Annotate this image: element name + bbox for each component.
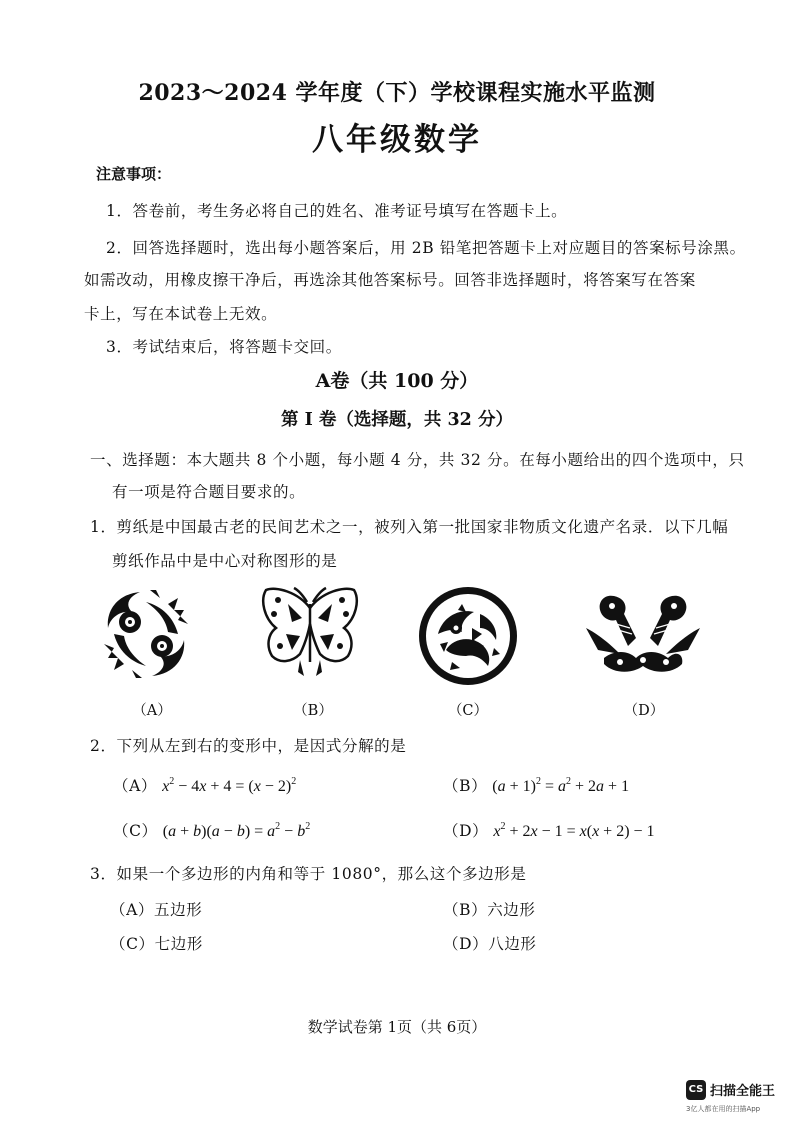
option-c-expression: $(a + b)(a - b) = a^2 - b^2$ (162, 821, 311, 840)
subject-title: 八年级数学 (312, 122, 482, 158)
notice-item-1: 1．答卷前，考生务必将自己的姓名、准考证号填写在答题卡上。 (106, 202, 568, 220)
question-3-option-c: （C）七边形 (110, 935, 203, 953)
part-one-instructions: 一、选择题：本大题共 8 个小题，每小题 4 分，共 32 分。在每小题给出的四个选项中，只 (90, 451, 745, 469)
part-one-instructions-cont: 有一项是符合题目要求的。 (112, 483, 306, 501)
papercut-figure-c (416, 584, 520, 688)
notice-heading: 注意事项： (96, 165, 172, 183)
question-3-option-a: （A）五边形 (110, 901, 203, 919)
option-b-expression: $(a + 1)^2 = a^2 + 2a + 1$ (492, 776, 630, 795)
section-a-heading: A卷（共 100 分） (315, 370, 479, 392)
option-d-expression: $x^2 + 2x - 1 = x(x + 2) - 1$ (493, 821, 655, 840)
papercut-figure-d (584, 588, 702, 678)
notice-item-2: 2．回答选择题时，选出每小题答案后，用 2B 铅笔把答题卡上对应题目的答案标号涂黑。 (106, 239, 746, 257)
papercut-figure-a (100, 588, 192, 680)
notice-item-3: 3．考试结束后，将答题卡交回。 (106, 338, 342, 356)
figure-d-label: （D） (623, 703, 665, 719)
exam-title: 2023～2024 学年度（下）学校课程实施水平监测 (138, 80, 656, 106)
question-1-stem: 1．剪纸是中国最古老的民间艺术之一，被列入第一批国家非物质文化遗产名录．以下几幅 (90, 518, 729, 536)
scanner-tagline: 3亿人都在用的扫描App (686, 1105, 761, 1113)
question-2-option-a (113, 774, 296, 796)
option-c-label: （C） (113, 822, 158, 840)
notice-item-2-cont: 如需改动，用橡皮擦干净后，再选涂其他答案标号。回答非选择题时，将答案写在答案 (84, 271, 696, 289)
question-3-option-d: （D）八边形 (443, 935, 537, 953)
figure-a-label: （A） (132, 703, 172, 719)
section-1-heading: 第 I 卷（选择题，共 32 分） (281, 410, 513, 430)
question-2-option-b (443, 774, 629, 796)
question-2-stem: 2．下列从左到右的变形中，是因式分解的是 (90, 737, 407, 755)
question-2-option-c (113, 819, 310, 841)
question-3-stem: 3．如果一个多边形的内角和等于 1080°，那么这个多边形是 (90, 865, 527, 883)
figure-b-label: （B） (293, 703, 333, 719)
figure-c-label: （C） (447, 703, 489, 719)
question-2-option-d (443, 819, 655, 841)
page-footer: 数学试卷第 1页（共 6页） (307, 1018, 487, 1036)
papercut-figure-b (258, 584, 362, 678)
option-b-label: （B） (443, 777, 488, 795)
question-1-stem-cont: 剪纸作品中是中心对称图形的是 (112, 552, 338, 570)
scanner-logo-icon: CS (686, 1080, 706, 1100)
question-3-option-b: （B）六边形 (443, 901, 536, 919)
scanner-app-name: 扫描全能王 (710, 1084, 776, 1099)
option-a-label: （A） (113, 777, 157, 795)
notice-item-2-cont2: 卡上，写在本试卷上无效。 (84, 305, 278, 323)
option-a-expression: $x^2 - 4x + 4 = (x - 2)^2$ (162, 776, 297, 795)
option-d-label: （D） (443, 822, 489, 840)
